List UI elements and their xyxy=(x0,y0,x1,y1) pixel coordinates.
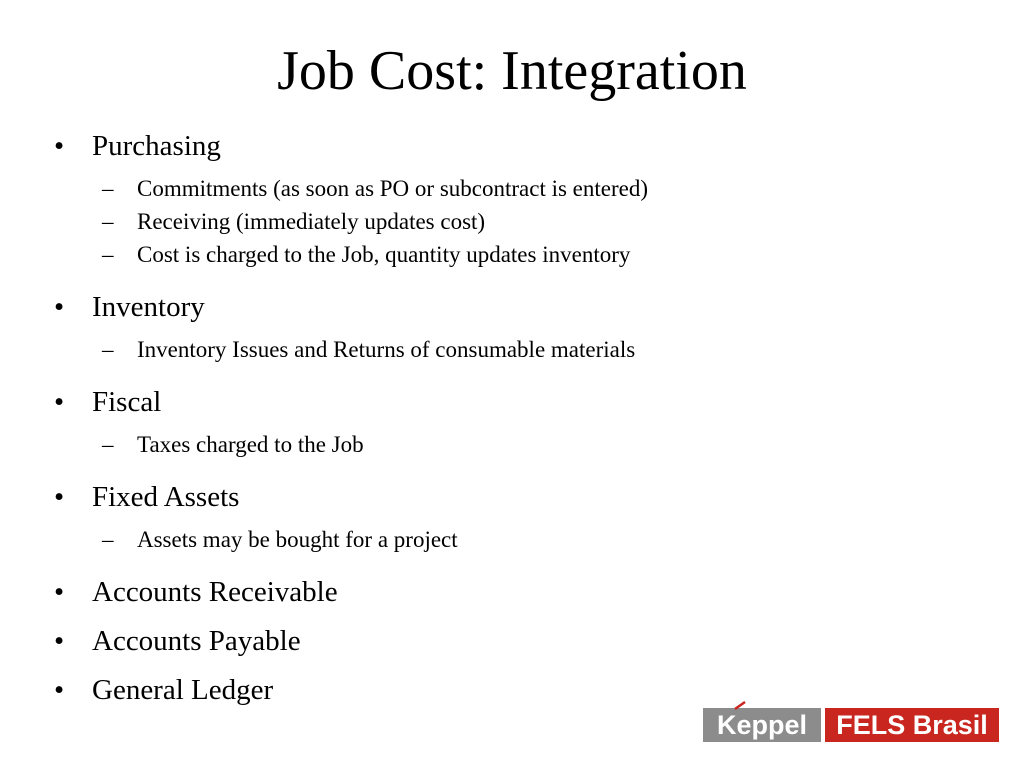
bullet-label: Fiscal xyxy=(92,386,162,418)
dash-icon: – xyxy=(102,209,114,234)
bullet-label: Accounts Payable xyxy=(92,625,301,657)
logo-keppel xyxy=(703,708,821,742)
bullet-item-accounts-receivable xyxy=(54,572,994,621)
logo-accent-icon xyxy=(733,701,747,711)
dash-icon: – xyxy=(102,432,114,457)
sub-item-label: Cost is charged to the Job, quantity updates inventory xyxy=(137,242,631,267)
sub-item-label: Commitments (as soon as PO or subcontract is entered) xyxy=(137,176,649,201)
bullet-icon: • xyxy=(54,130,65,162)
bullet-item-purchasing xyxy=(54,126,994,287)
bullet-item-inventory xyxy=(54,287,994,382)
bullet-item-fixed-assets xyxy=(54,477,994,572)
sub-list xyxy=(54,172,994,271)
bullet-label: General Ledger xyxy=(92,674,274,706)
bullet-item-fiscal xyxy=(54,382,994,477)
sub-item-label: Taxes charged to the Job xyxy=(137,432,364,457)
sub-list xyxy=(54,428,994,461)
sub-item-label: Assets may be bought for a project xyxy=(137,527,458,552)
company-logo xyxy=(703,703,999,743)
sub-item-label: Receiving (immediately updates cost) xyxy=(137,209,486,234)
sub-list xyxy=(54,523,994,556)
bullet-label: Fixed Assets xyxy=(92,481,240,513)
bullet-icon: • xyxy=(54,386,65,418)
bullet-icon: • xyxy=(54,576,65,608)
sub-item xyxy=(54,428,994,461)
sub-list xyxy=(54,333,994,366)
dash-icon: – xyxy=(102,242,114,267)
slide-title: Job Cost: Integration xyxy=(277,40,747,102)
bullet-item-accounts-payable xyxy=(54,621,994,670)
sub-item xyxy=(54,172,994,205)
bullet-icon: • xyxy=(54,625,65,657)
bullet-icon: • xyxy=(54,674,65,706)
bullet-label: Inventory xyxy=(92,291,205,323)
sub-item xyxy=(54,205,994,238)
dash-icon: – xyxy=(102,337,114,362)
sub-item xyxy=(54,333,994,366)
dash-icon: – xyxy=(102,527,114,552)
logo-fels-brasil xyxy=(825,708,999,742)
bullet-label: Purchasing xyxy=(92,130,221,162)
sub-item xyxy=(54,238,994,271)
sub-item-label: Inventory Issues and Returns of consumable materials xyxy=(137,337,636,362)
logo-keppel-text: Keppel xyxy=(716,710,808,740)
bullet-label: Accounts Receivable xyxy=(92,576,338,608)
bullet-icon: • xyxy=(54,291,65,323)
sub-item xyxy=(54,523,994,556)
logo-fels-text: FELS Brasil xyxy=(836,710,988,740)
bullet-icon: • xyxy=(54,481,65,513)
bullet-list xyxy=(54,126,994,710)
dash-icon: – xyxy=(102,176,114,201)
